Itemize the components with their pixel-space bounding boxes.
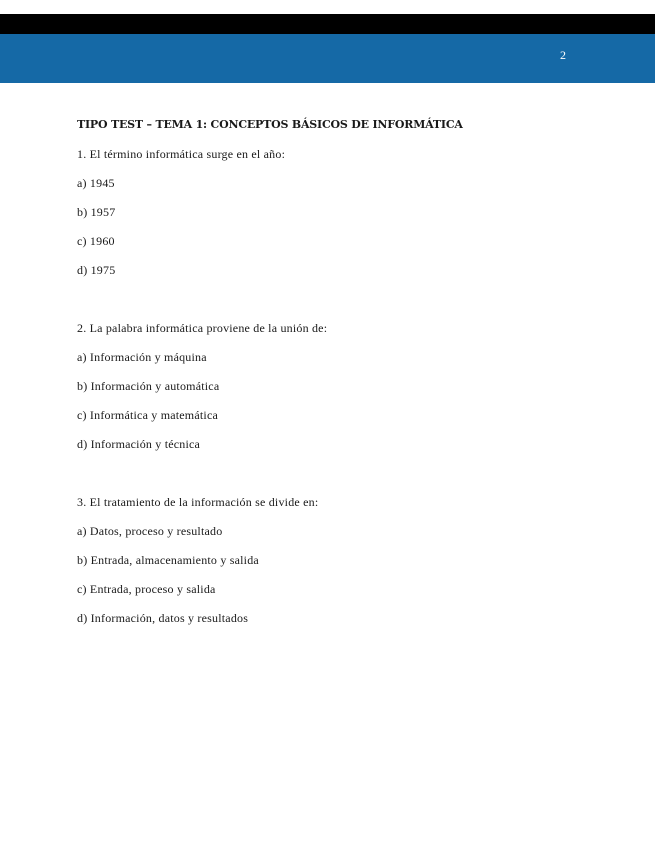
question-3-text: 3. El tratamiento de la información se divide en: xyxy=(77,495,319,509)
question-1-text: 1. El término informática surge en el año: xyxy=(77,147,286,161)
question-1-option-c: c) 1960 xyxy=(77,234,115,248)
question-2-option-b: b) Información y automática xyxy=(77,379,220,393)
question-1-option-d: d) 1975 xyxy=(77,263,116,277)
question-3-option-a: a) Datos, proceso y resultado xyxy=(77,524,223,538)
top-black-bar xyxy=(0,14,655,34)
document-body xyxy=(77,116,597,134)
page-number: 2 xyxy=(560,48,567,62)
question-2-option-d: d) Información y técnica xyxy=(77,437,201,451)
document-title: TIPO TEST – TEMA 1: CONCEPTOS BÁSICOS DE INFORMÁTICA xyxy=(77,118,463,131)
question-2-text: 2. La palabra informática proviene de la unión de: xyxy=(77,321,328,335)
question-3-option-b: b) Entrada, almacenamiento y salida xyxy=(77,553,259,567)
question-3-option-d: d) Información, datos y resultados xyxy=(77,611,249,625)
question-1-option-a: a) 1945 xyxy=(77,176,115,190)
question-2-option-a: a) Información y máquina xyxy=(77,350,207,364)
question-2-option-c: c) Informática y matemática xyxy=(77,408,218,422)
header-band xyxy=(0,34,655,83)
question-3-option-c: c) Entrada, proceso y salida xyxy=(77,582,216,596)
question-1-option-b: b) 1957 xyxy=(77,205,116,219)
